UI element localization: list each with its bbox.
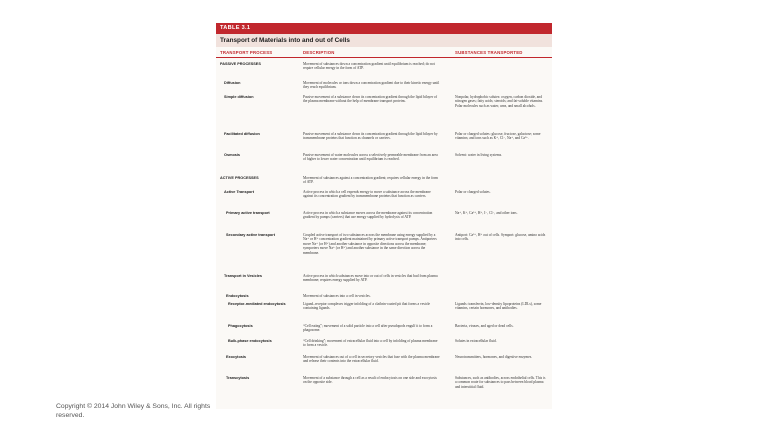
row-description: Active process in which a substance moves across the membrane against its concentration gradient by pumps (carriers) that use energy supplied by hydrolysis of ATP.	[303, 211, 433, 220]
row-process: Bulk-phase endocytosis	[228, 339, 272, 343]
row-description: “Cell drinking”; movement of extracellular fluid into a cell by infolding of plasma membrane to form a vesicle.	[303, 339, 438, 348]
row-process: Osmosis	[224, 153, 241, 157]
row-process: Exocytosis	[226, 355, 247, 359]
row-description: Movement of substances out of a cell in secretory vesicles that fuse with the plasma membrane and release their contents into the extracellular fluid.	[303, 355, 440, 364]
row-process: Phagocytosis	[228, 324, 253, 328]
row-description: Movement of molecules or ions down a concentration gradient due to their kinetic energy until they reach equilibrium.	[303, 81, 440, 90]
row-substances: Ligands: transferrin, low-density lipoproteins (LDLs), some vitamins, certain hormones, and antibodies.	[455, 302, 542, 311]
row-substances: Solutes in extracellular fluid.	[455, 339, 497, 343]
row-process: PASSIVE PROCESSES	[220, 62, 261, 66]
row-substances: Neurotransmitters, hormones, and digestive enzymes.	[455, 355, 533, 359]
table-body	[216, 58, 552, 409]
table-header	[216, 47, 552, 58]
row-process: Active Transport	[224, 190, 254, 194]
row-description: Ligand–receptor complexes trigger infolding of a clathrin-coated pit that forms a vesicle containing ligands.	[303, 302, 431, 311]
row-process: Simple diffusion	[224, 95, 254, 99]
transport-table	[216, 23, 552, 409]
row-description: Movement of substances down a concentration gradient until equilibrium is reached; do not require cellular energy in the form of ATP.	[303, 62, 435, 71]
header-description: DESCRIPTION	[303, 50, 335, 55]
row-description: Passive movement of a substance down its concentration gradient through the lipid bilayer of the plasma membrane without the help of membrane transport proteins.	[303, 95, 438, 104]
row-substances: Na⁺, K⁺, Ca²⁺, H⁺, I⁻, Cl⁻, and other ions.	[455, 211, 518, 215]
row-process: Receptor-mediated endocytosis	[228, 302, 286, 306]
row-description: “Cell eating”; movement of a solid particle into a cell after pseudopods engulf it to form a phagosome.	[303, 324, 433, 333]
copyright-notice: Copyright © 2014 John Wiley & Sons, Inc. All rights reserved.	[56, 403, 211, 419]
row-substances: Substances, such as antibodies, across endothelial cells. This is a common route for substances to pass between blood plasma and interstitial fluid.	[455, 376, 546, 389]
table-number: TABLE 3.1	[216, 23, 552, 34]
row-process: Secondary active transport	[226, 233, 275, 237]
row-description: Movement of substances into a cell in vesicles.	[303, 294, 371, 298]
row-description: Passive movement of water molecules across a selectively permeable membrane from an area of higher to lower water concentration until equilibrium is reached.	[303, 153, 438, 162]
row-description: Passive movement of a substance down its concentration gradient through the lipid bilayer by transmembrane proteins that function as channels or carriers.	[303, 132, 438, 141]
row-description: Active process in which a cell expends energy to move a substance across the membrane against its concentration gradient by transmembrane proteins that function as carriers.	[303, 190, 431, 199]
row-substances: Solvent: water in living systems.	[455, 153, 503, 157]
row-substances: Antiport: Ca²⁺, H⁺ out of cells. Symport: glucose, amino acids into cells.	[455, 233, 546, 242]
row-description: Active process in which substances move into or out of cells in vesicles that bud from plasma membrane; requires energy supplied by ATP.	[303, 274, 438, 283]
row-process: Endocytosis	[226, 294, 249, 298]
row-process: Primary active transport	[226, 211, 270, 215]
table-title: Transport of Materials into and out of Cells	[216, 34, 552, 47]
row-process: Diffusion	[224, 81, 241, 85]
row-process: Transcytosis	[226, 376, 250, 380]
row-description: Movement of a substance through a cell as a result of endocytosis on one side and exocytosis on the opposite side.	[303, 376, 437, 385]
row-substances: Nonpolar, hydrophobic solutes: oxygen, carbon dioxide, and nitrogen gases; fatty acids; steroids; and fat-soluble vitamins. Polar molecules such as water, urea, and small alcohols.	[455, 95, 544, 108]
header-substances-transported: SUBSTANCES TRANSPORTED	[455, 50, 523, 55]
row-substances: Polar or charged solutes.	[455, 190, 491, 194]
row-substances: Bacteria, viruses, and aged or dead cells.	[455, 324, 514, 328]
row-description: Movement of substances against a concentration gradient; requires cellular energy in the form of ATP.	[303, 176, 439, 185]
row-description: Coupled active transport of two substances across the membrane using energy supplied by a Na⁺ or H⁺ concentration gradient maintained by primary active transport pumps. Antiporters move Na⁺ (or H⁺) and another substance in opposite directions across the membrane; symporters move Na⁺ (or H⁺) and another substance in the same direction across the membrane.	[303, 233, 437, 255]
header-transport-process: TRANSPORT PROCESS	[220, 50, 273, 55]
row-process: Transport in Vesicles	[224, 274, 262, 278]
row-process: Facilitated diffusion	[224, 132, 260, 136]
row-process: ACTIVE PROCESSES	[220, 176, 259, 180]
row-substances: Polar or charged solutes: glucose, fructose, galactose; some vitamins; and ions such as K⁺, Cl⁻, Na⁺, and Ca²⁺.	[455, 132, 541, 141]
